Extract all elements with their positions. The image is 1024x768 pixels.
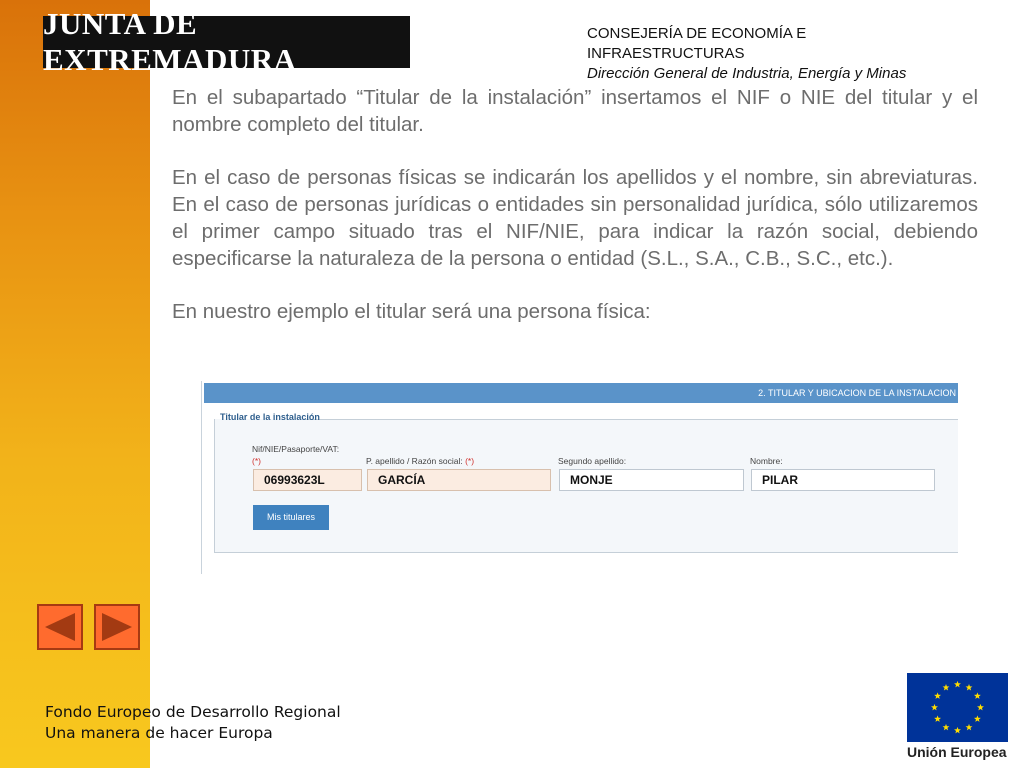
eu-star [966, 724, 973, 731]
previous-slide-button[interactable] [37, 604, 83, 650]
footer-feder [45, 702, 341, 744]
header-organization [587, 24, 1007, 84]
apellido1-required-mark: (*) [465, 456, 475, 466]
side-gradient-band [0, 0, 150, 768]
section-header-text: 2. TITULAR Y UBICACION DE LA INSTALACION [758, 388, 956, 398]
eu-star [934, 692, 941, 699]
footer-line-2: Una manera de hacer Europa [45, 724, 273, 742]
section-header-bar [204, 383, 958, 403]
panel-title: Titular de la instalación [220, 412, 320, 422]
form-screenshot [201, 381, 958, 574]
apellido2-input[interactable]: MONJE [559, 469, 744, 491]
nif-input[interactable]: 06993623L [253, 469, 362, 491]
eu-star [974, 715, 981, 722]
eu-label: Unión Europea [907, 744, 1007, 760]
nombre-input[interactable]: PILAR [751, 469, 935, 491]
header-line-2: INFRAESTRUCTURAS [587, 45, 745, 62]
mis-titulares-button[interactable]: Mis titulares [253, 505, 329, 530]
triangle-left-icon [43, 612, 77, 642]
nif-label: Nif/NIE/Pasaporte/VAT: [252, 444, 340, 454]
eu-star [954, 727, 961, 734]
apellido2-label: Segundo apellido: [558, 456, 627, 466]
nombre-label: Nombre: [750, 456, 783, 466]
paragraph-2: En el caso de personas físicas se indicarán los apellidos y el nombre, sin abreviaturas. En el caso de personas jurídicas o entidades sin personalidad jurídica, sólo utilizaremos el primer campo situado tras el NIF/NIE, para indicar la razón social, debiendo especificarse la naturaleza de la persona o entidad (S.L., S.A., C.B., S.C., etc.). [172, 166, 978, 270]
eu-star [966, 684, 973, 691]
next-slide-button[interactable] [94, 604, 140, 650]
nif-required-mark: (*) [252, 456, 261, 466]
junta-logo [43, 6, 410, 77]
paragraph-1: En el subapartado “Titular de la instalación” insertamos el NIF o NIE del titular y el nombre completo del titular. [172, 86, 978, 136]
header-line-3: Dirección General de Industria, Energía y Minas [587, 65, 907, 82]
eu-flag-icon [907, 673, 1008, 742]
apellido1-input[interactable]: GARCÍA [367, 469, 551, 491]
eu-star [977, 704, 984, 711]
eu-star [934, 715, 941, 722]
eu-star [974, 692, 981, 699]
logo-text: JUNTA DE EXTREMADURA [43, 6, 297, 77]
paragraph-3: En nuestro ejemplo el titular será una persona física: [172, 300, 651, 323]
slide-body [172, 84, 978, 325]
triangle-right-icon [100, 612, 134, 642]
eu-star [954, 681, 961, 688]
eu-star [943, 724, 950, 731]
apellido1-label: P. apellido / Razón social: (*) [366, 456, 475, 466]
eu-star [943, 684, 950, 691]
eu-star [931, 704, 938, 711]
header-line-1: CONSEJERÍA DE ECONOMÍA E [587, 25, 807, 42]
footer-line-1: Fondo Europeo de Desarrollo Regional [45, 703, 341, 721]
